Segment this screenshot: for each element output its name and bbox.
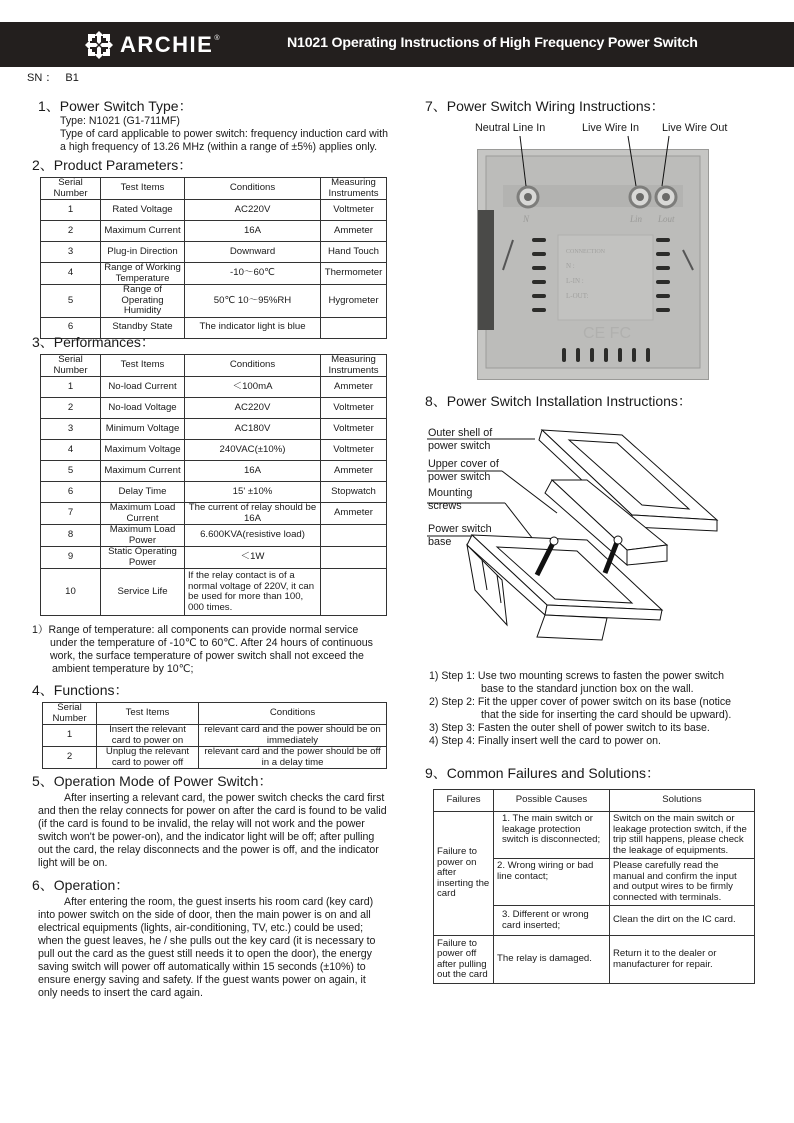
cell xyxy=(321,547,387,569)
note-line: under the temperature of -10℃ to 60℃. After 24 hours of continuous xyxy=(50,637,373,649)
cell: 5 xyxy=(41,285,101,318)
cell: ＜1W xyxy=(185,547,321,569)
cell: Maximum Load Power xyxy=(101,525,185,547)
table-row xyxy=(41,482,387,503)
cell: 2 xyxy=(41,221,101,242)
cause-cell: 2. Wrong wiring or bad line contact; xyxy=(494,859,610,906)
step-2-cont: that the side for inserting the card should be upward). xyxy=(481,709,732,721)
cell: 8 xyxy=(41,525,101,547)
table-row xyxy=(41,398,387,419)
svg-text:L-OUT:: L-OUT: xyxy=(566,292,589,300)
solution-cell: Clean the dirt on the IC card. xyxy=(610,906,755,936)
failure-cell: Failure to power on after inserting the card xyxy=(434,812,494,936)
cell: 50℃ 10～95%RH xyxy=(185,285,321,318)
cell: 1 xyxy=(41,200,101,221)
cell: 10 xyxy=(41,569,101,616)
table-row xyxy=(41,461,387,482)
label-power-switch-base: Power switch base xyxy=(428,523,492,548)
table-row xyxy=(43,725,387,747)
table-row xyxy=(41,242,387,263)
section-4 xyxy=(32,682,392,769)
section-6-body: After entering the room, the guest inserts his room card (key card) into power switch on the side of door, then the main power is on and all electrical equipments (lights, air-conditioning, TV, etc.) could be used; when the guest leaves, he / she pulls out the key card (it is necessary to pull out the card as the guest still needs it to open the door), the energy saving switch will power off automatically within 15 seconds (±10%) to ensure energy saving and safety. If the guest wants power on again, it only needs to insert the card again. xyxy=(38,896,376,999)
table-header-row xyxy=(41,355,387,377)
cell: Static Operating Power xyxy=(101,547,185,569)
cell: Range of Operating Humidity xyxy=(101,285,185,318)
cell: 16A xyxy=(185,461,321,482)
section-9 xyxy=(425,765,785,781)
label-live-wire-out: Live Wire Out xyxy=(662,122,728,134)
cell: Plug-in Direction xyxy=(101,242,185,263)
table-row xyxy=(41,569,387,616)
installation-diagram xyxy=(427,425,767,670)
cell: AC220V xyxy=(185,200,321,221)
card-desc-line2: a high frequency of 13.26 MHz (within a range of ±5%) applies only. xyxy=(60,141,378,153)
section-5-title: 5、Operation Mode of Power Switch： xyxy=(32,773,273,789)
svg-text:N: N xyxy=(523,214,530,224)
label-mounting-screws: Mounting screws xyxy=(428,487,473,512)
header-cell: Test Items xyxy=(101,178,185,200)
table-header-row xyxy=(43,703,387,725)
label-outer-shell: Outer shell of power switch xyxy=(428,427,493,452)
archie-logo-icon xyxy=(84,30,114,60)
note-line: work, the surface temperature of power switch shall not exceed the xyxy=(50,650,364,662)
table-row xyxy=(41,547,387,569)
cell: relevant card and the power should be off in a delay time xyxy=(199,747,387,769)
cell: 16A xyxy=(185,221,321,242)
cell: Voltmeter xyxy=(321,440,387,461)
cell xyxy=(321,525,387,547)
cell: No-load Current xyxy=(101,377,185,398)
header-cell: Conditions xyxy=(199,703,387,725)
section-3 xyxy=(32,334,392,676)
failure-cell: Failure to power off after pulling out the card xyxy=(434,936,494,984)
cause-cell: 1. The main switch or leakage protection switch is disconnected; xyxy=(494,812,610,859)
svg-text:Lin: Lin xyxy=(630,214,643,224)
installation-steps xyxy=(429,670,779,748)
header-cell: Serial Number xyxy=(41,355,101,377)
header-cell: Possible Causes xyxy=(494,790,610,812)
header-cell: Serial Number xyxy=(43,703,97,725)
cell: Service Life xyxy=(101,569,185,616)
cell: No-load Voltage xyxy=(101,398,185,419)
cell: Ammeter xyxy=(321,221,387,242)
cell: 4 xyxy=(41,440,101,461)
table-header-row xyxy=(434,790,755,812)
section-4-title: 4、Functions： xyxy=(32,682,129,698)
cell: Standby State xyxy=(101,317,185,338)
cell: relevant card and the power should be on immediately xyxy=(199,725,387,747)
header-cell: Failures xyxy=(434,790,494,812)
type-line: Type: N1021 (G1-711MF) xyxy=(60,115,180,127)
table-row xyxy=(41,525,387,547)
step-3: 3) Step 3: Fasten the outer shell of power switch to its base. xyxy=(429,722,710,734)
cell: 3 xyxy=(41,419,101,440)
cell: 3 xyxy=(41,242,101,263)
wiring-pointer-lines xyxy=(470,134,720,194)
table-row xyxy=(434,936,755,984)
section-1 xyxy=(38,98,398,154)
cell: 1 xyxy=(43,725,97,747)
cell: 5 xyxy=(41,461,101,482)
cell: Maximum Load Current xyxy=(101,503,185,525)
cell: Maximum Voltage xyxy=(101,440,185,461)
cell xyxy=(321,569,387,616)
card-desc-line1: Type of card applicable to power switch: frequency induction card with xyxy=(60,128,388,140)
section-2-title: 2、Product Parameters： xyxy=(32,157,193,173)
cell: Maximum Current xyxy=(101,461,185,482)
label-live-wire-in: Live Wire In xyxy=(582,122,639,134)
cell: Hand Touch xyxy=(321,242,387,263)
cell: AC220V xyxy=(185,398,321,419)
table-row xyxy=(41,263,387,285)
note-line: 1）Range of temperature: all components can provide normal service xyxy=(32,624,359,636)
registered-mark: ® xyxy=(214,34,220,42)
cell: -10～60℃ xyxy=(185,263,321,285)
cell: Insert the relevant card to power on xyxy=(97,725,199,747)
header-cell: Measuring Instruments xyxy=(321,355,387,377)
table-row xyxy=(41,200,387,221)
label-neutral-line-in: Neutral Line In xyxy=(475,122,546,134)
brand-name: ARCHIE xyxy=(120,32,214,57)
table-row xyxy=(41,419,387,440)
cause-cell: The relay is damaged. xyxy=(494,936,610,984)
table-row xyxy=(41,377,387,398)
header-cell: Test Items xyxy=(97,703,199,725)
cell: The indicator light is blue xyxy=(185,317,321,338)
solution-cell: Return it to the dealer or manufacturer for repair. xyxy=(610,936,755,984)
svg-text:L-IN :: L-IN : xyxy=(566,277,584,285)
section-6-title: 6、Operation： xyxy=(32,877,130,893)
cell: Maximum Current xyxy=(101,221,185,242)
section-8-title: 8、Power Switch Installation Instructions： xyxy=(425,393,692,409)
svg-text:CONNECTION: CONNECTION xyxy=(566,249,605,255)
document-header xyxy=(0,22,794,67)
cell: 240VAC(±10%) xyxy=(185,440,321,461)
table-row xyxy=(41,440,387,461)
cell: 15' ±10% xyxy=(185,482,321,503)
svg-text:Lout: Lout xyxy=(658,214,675,224)
cell: Ammeter xyxy=(321,377,387,398)
cell: Stopwatch xyxy=(321,482,387,503)
cell: Downward xyxy=(185,242,321,263)
section-8 xyxy=(425,393,785,409)
document-title: N1021 Operating Instructions of High Frequency Power Switch xyxy=(287,35,698,51)
cell: Rated Voltage xyxy=(101,200,185,221)
cell: AC180V xyxy=(185,419,321,440)
header-cell: Measuring Instruments xyxy=(321,178,387,200)
product-parameters-table xyxy=(40,177,387,339)
section-7 xyxy=(425,98,785,114)
section-5 xyxy=(32,773,388,870)
exploded-view-drawing xyxy=(427,425,767,670)
cell: 6 xyxy=(41,317,101,338)
section-7-title: 7、Power Switch Wiring Instructions： xyxy=(425,98,665,114)
cell: Minimum Voltage xyxy=(101,419,185,440)
table-row xyxy=(41,221,387,242)
section-2 xyxy=(32,157,392,339)
cell: 9 xyxy=(41,547,101,569)
header-cell: Test Items xyxy=(101,355,185,377)
cell: If the relay contact is of a normal voltage of 220V, it can be used for more than 100, 000 times. xyxy=(185,569,321,616)
step-4: 4) Step 4: Finally insert well the card to power on. xyxy=(429,735,661,747)
cell: 2 xyxy=(43,747,97,769)
cell: Hygrometer xyxy=(321,285,387,318)
section-6 xyxy=(32,877,388,1000)
failures-table xyxy=(433,789,755,984)
section-5-body: After inserting a relevant card, the power switch checks the card first and then the relay connects for power on after the card is found to be valid (if the card is found to be invalid, the relay will not work and the power switch won't be power-on), and the indicator light will be off; after pulling out the card, the relay disconnects and the power is off, and the indicator light will be on. xyxy=(38,792,387,869)
header-cell: Serial Number xyxy=(41,178,101,200)
step-1: 1) Step 1: Use two mounting screws to fasten the power switch xyxy=(429,670,724,682)
cell: Thermometer xyxy=(321,263,387,285)
cell: ＜100mA xyxy=(185,377,321,398)
cell: Voltmeter xyxy=(321,398,387,419)
section-1-title: 1、Power Switch Type： xyxy=(38,98,193,114)
sn-label: SN ： xyxy=(27,72,57,84)
label-upper-cover: Upper cover of power switch xyxy=(428,458,499,483)
performances-table xyxy=(40,354,387,616)
table-row xyxy=(43,747,387,769)
step-1-cont: base to the standard junction box on the wall. xyxy=(481,683,694,695)
cell: 7 xyxy=(41,503,101,525)
section-9-title: 9、Common Failures and Solutions： xyxy=(425,765,660,781)
cell: 1 xyxy=(41,377,101,398)
cell: Ammeter xyxy=(321,461,387,482)
cell: 4 xyxy=(41,263,101,285)
note-line: ambient temperature by 10℃; xyxy=(52,663,194,675)
solution-cell: Please carefully read the manual and confirm the input and output wires to be firmly connected with terminals. xyxy=(610,859,755,906)
cell: Voltmeter xyxy=(321,200,387,221)
header-cell: Conditions xyxy=(185,178,321,200)
cell: Voltmeter xyxy=(321,419,387,440)
svg-text:N :: N : xyxy=(566,262,575,270)
cause-cell: 3. Different or wrong card inserted; xyxy=(494,906,610,936)
cell: 6.600KVA(resistive load) xyxy=(185,525,321,547)
cell: 6 xyxy=(41,482,101,503)
functions-table xyxy=(42,702,387,769)
section-3-title: 3、Performances： xyxy=(32,334,155,350)
sn-value: B1 xyxy=(65,72,79,84)
cell: Range of Working Temperature xyxy=(101,263,185,285)
table-header-row xyxy=(41,178,387,200)
serial-number xyxy=(27,69,79,85)
cell: 2 xyxy=(41,398,101,419)
header-cell: Conditions xyxy=(185,355,321,377)
table-row xyxy=(41,285,387,318)
archie-logo xyxy=(84,30,220,60)
cell: The current of relay should be 16A xyxy=(185,503,321,525)
temperature-note xyxy=(32,624,392,676)
header-cell: Solutions xyxy=(610,790,755,812)
cell: Delay Time xyxy=(101,482,185,503)
cell: Unplug the relevant card to power off xyxy=(97,747,199,769)
solution-cell: Switch on the main switch or leakage protection switch, if the trip still happens, please check the leakage of equipments. xyxy=(610,812,755,859)
table-row xyxy=(41,503,387,525)
table-row xyxy=(434,812,755,859)
cell: Ammeter xyxy=(321,503,387,525)
step-2: 2) Step 2: Fit the upper cover of power switch on its base (notice xyxy=(429,696,732,708)
svg-text:CE FC: CE FC xyxy=(583,325,631,342)
